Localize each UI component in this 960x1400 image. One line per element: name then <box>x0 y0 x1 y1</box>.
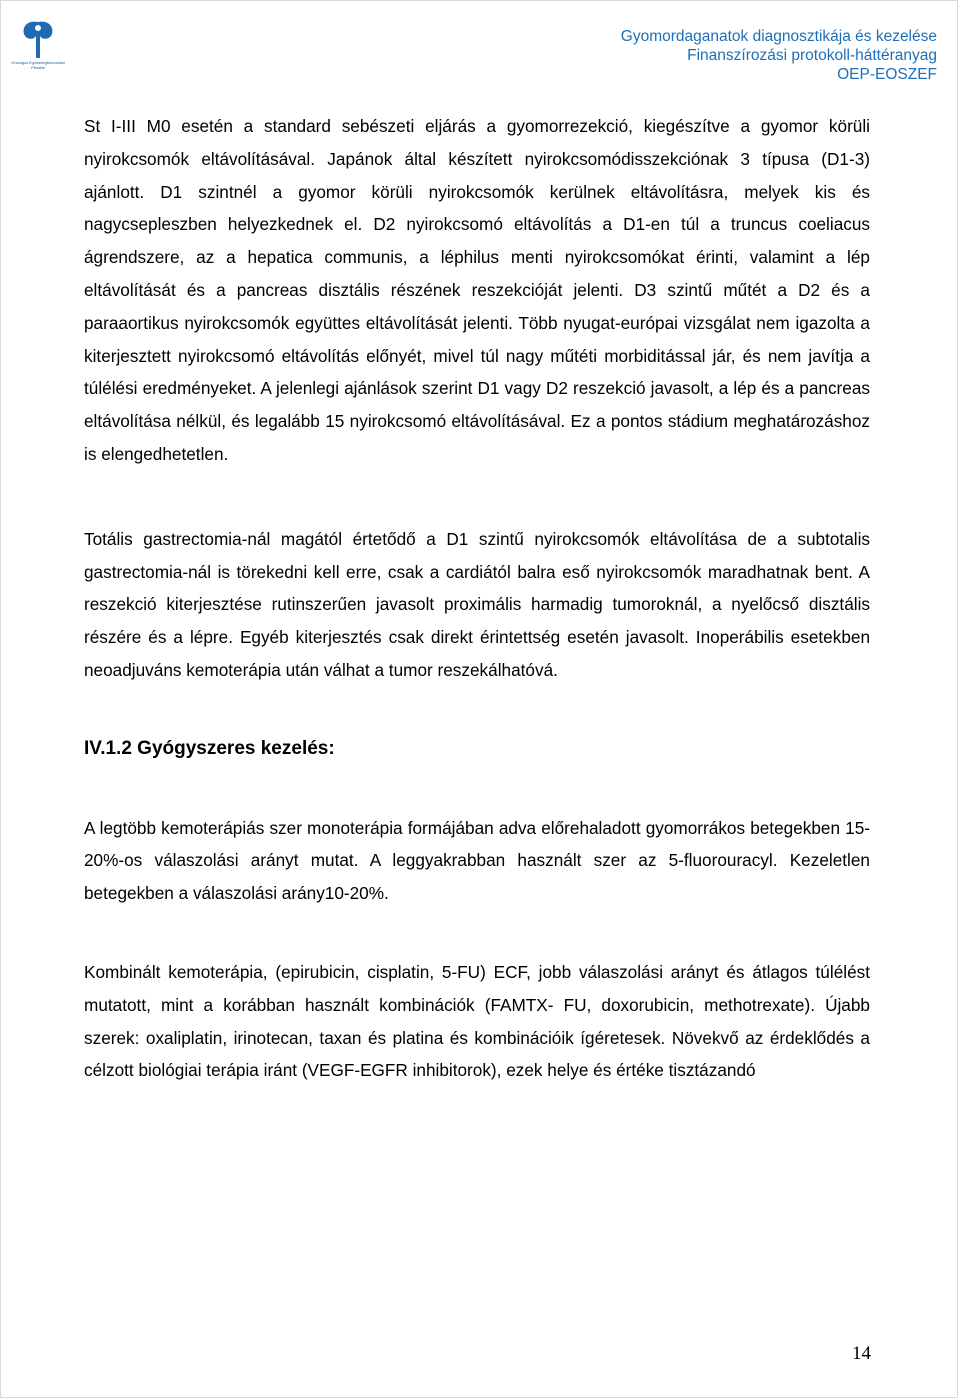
paragraph-combined-chemotherapy: Kombinált kemoterápia, (epirubicin, cisplatin, 5-FU) ECF, jobb válaszolási arányt és átlagos túlélést mutatott, mint a korábban használt kombinációk (FAMTX- FU, doxorubicin, methotrexate). Újabb szerek: oxaliplatin, irinotecan, taxan és platina és kombinációik ígéretesek. Növekvő az érdeklődés a célzott biológiai terápia iránt (VEGF-EGFR inhibitorok), ezek helye és értéke tisztázandó <box>84 961 870 1081</box>
paragraph-monotherapy: A legtöbb kemoterápiás szer monoterápia formájában adva előrehaladott gyomorrákos betegekben 15-20%-os válaszolási arányt mutat. A leggyakrabban használt szer az 5-fluorouracyl. Kezeletlen betegekben a válaszolási arány10-20%. <box>84 817 870 904</box>
section-heading: IV.1.2 Gyógyszeres kezelés: <box>84 737 335 759</box>
header-subtitle: Finanszírozási protokoll-háttéranyag <box>687 47 937 64</box>
header-title: Gyomordaganatok diagnosztikája és kezelése <box>620 28 937 45</box>
page-number: 14 <box>852 1343 871 1364</box>
header-organization: OEP-EOSZEF <box>837 66 937 83</box>
paragraph-lymph-node-dissection: St I-III M0 esetén a standard sebészeti eljárás a gyomorrezekció, kiegészítve a gyomor körüli nyirokcsomók eltávolításával. Japánok által készített nyirokcsomódisszekciónak 3 típusa (D1-3) ajánlott. D1 szintnél a gyomor körüli nyirokcsomók kerülnek eltávolításra, melyek kis és nagycsepleszben helyezkednek el. D2 nyirokcsomó eltávolítás a D1-en túl a truncus coeliacus ágrendszere, az a hepatica communis, a léphilus menti nyirokcsomókat érinti, valamint a lép eltávolítását és a pancreas disztális részének reszekcióját jelenti. D3 szintű műtét a D2 és a paraaortikus nyirokcsomók együttes eltávolítását jelenti. Több nyugat-európai vizsgálat nem igazolta a kiterjesztett nyirokcsomó eltávolítás előnyét, mivel túl nagy műtéti morbiditással jár, és nem javítja a túlélési eredményeket. A jelenlegi ajánlások szerint D1 vagy D2 reszekció javasolt, a lép és a pancreas eltávolítása nélkül, és legalább 15 nyirokcsomó eltávolításával. Ez a pontos stádium meghatározáshoz is elengedhetetlen. <box>84 116 870 464</box>
oep-logo <box>6 18 70 76</box>
logo-caption: Országos Egészségbiztosítási Pénztár <box>11 60 65 70</box>
document-header <box>621 27 937 84</box>
logo-emblem-icon <box>6 18 70 62</box>
document-body <box>84 110 870 1087</box>
paragraph-total-gastrectomy: Totális gastrectomia-nál magától értetődő a D1 szintű nyirokcsomók eltávolítása de a subtotalis gastrectomia-nál is törekedni kell erre, csak a cardiától balra eső nyirokcsomók maradhatnak bent. A reszekció kiterjesztése rutinszerűen javasolt proximális harmadig tumoroknál, a nyelőcső disztális részére és a lépre. Egyéb kiterjesztés csak direkt érintettség esetén javasolt. Inoperábilis esetekben neoadjuváns kemoterápia után válhat a tumor reszekálhatóvá. <box>84 528 870 680</box>
